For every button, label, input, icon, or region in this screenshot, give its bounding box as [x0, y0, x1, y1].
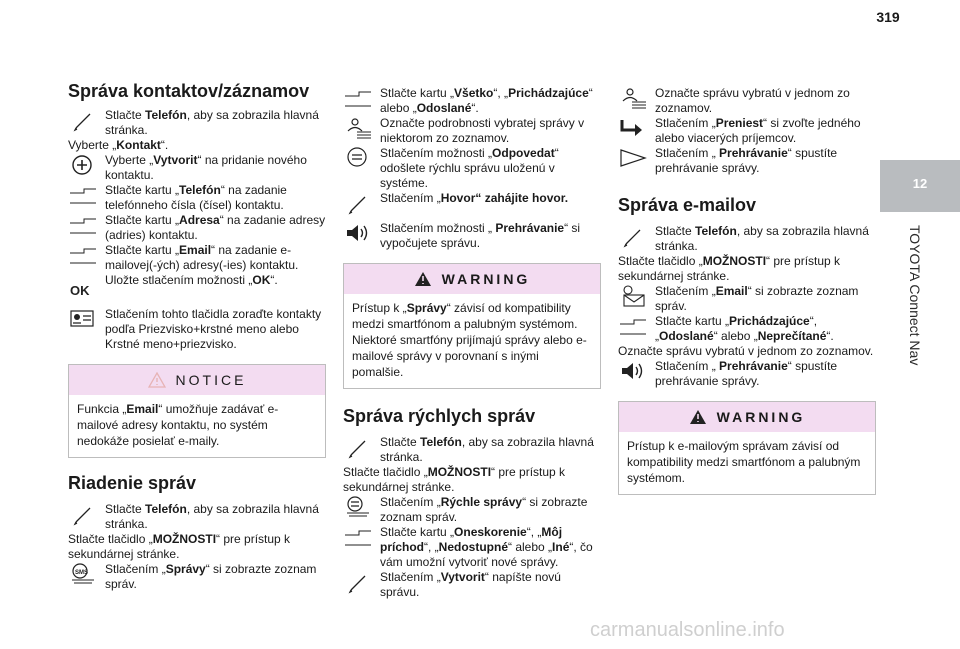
- instruction: Stlačte kartu „Adresa“ na zadanie adresy (adries) kontaktu.: [68, 213, 326, 243]
- instruction: Stlačte kartu „Email“ na zadanie e-mailovej(-ých) adresy(-ies) kontaktu.: [68, 243, 326, 273]
- email-icon: [618, 284, 648, 308]
- instruction: Stlačením „Vytvorit“ napíšte novú správu.: [343, 570, 601, 600]
- pencil-icon: [343, 570, 373, 594]
- instruction: Stlačte Telefón, aby sa zobrazila hlavná stránka.: [343, 435, 601, 465]
- section-title-quick-messages: Správa rýchlych správ: [343, 406, 536, 426]
- warning-box: [343, 263, 601, 389]
- column-1: [68, 80, 326, 592]
- watermark: carmanualsonline.info: [590, 619, 785, 641]
- column-2: [343, 86, 601, 600]
- quick-message-icon: [343, 495, 373, 519]
- contact-sort-icon: [68, 307, 98, 331]
- instruction: Stlačením „Rýchle správy“ si zobrazte zoznam správ.: [343, 495, 601, 525]
- warning-text: Prístup k „Správy“ závisí od kompatibility medzi smartfónom a palubným systémom. Niektoré smartfóny prijímajú správy alebo e-mailové správy v porovnaní s inými pomalšie.: [352, 301, 587, 379]
- instruction: Stlačením možnosti „ Prehrávanie“ si vypočujete správu.: [343, 221, 601, 251]
- tab-icon: [68, 213, 98, 237]
- instruction: Stlačte kartu „Prichádzajúce“, „Odoslané“ alebo „Neprečítané“.: [618, 314, 876, 344]
- tab-icon: [343, 86, 373, 110]
- pencil-icon: [68, 502, 98, 526]
- instruction: Stlačte kartu „Telefón“ na zadanie telefónneho čísla (čísel) kontaktu.: [68, 183, 326, 213]
- instruction: Vyberte „Vytvorit“ na pridanie nového kontaktu.: [68, 153, 326, 183]
- notice-header: NOTICE: [69, 365, 325, 395]
- warning-triangle-icon: [148, 372, 166, 388]
- instruction: Stlačte kartu „Všetko“, „Prichádzajúce“ alebo „Odoslané“.: [343, 86, 601, 116]
- page-number: 319: [876, 9, 900, 25]
- instruction: Označte podrobnosti vybratej správy v niektorom zo zoznamov.: [343, 116, 601, 146]
- warning-triangle-icon: [414, 271, 432, 287]
- instruction: Stlačte tlačidlo „MOŽNOSTI“ pre prístup k sekundárnej stránke.: [618, 254, 841, 283]
- notice-box: [68, 364, 326, 458]
- instruction: Stlačením „Hovor“ zahájite hovor.: [343, 191, 601, 221]
- side-title: TOYOTA Connect Nav: [907, 225, 923, 366]
- section-title-emails: Správa e-mailov: [618, 195, 757, 215]
- section-title-messages: Riadenie správ: [68, 473, 197, 493]
- notice-text: Funkcia „Email“ umožňuje zadávať e-mailové adresy kontaktu, no systém nedokáže posielať e-maily.: [77, 402, 279, 448]
- details-icon: [618, 86, 648, 110]
- play-icon: [618, 146, 648, 170]
- sms-icon: [68, 562, 98, 586]
- chapter-tab: [880, 160, 960, 212]
- column-3: [618, 86, 876, 495]
- instruction: Stlačením „Email“ si zobrazte zoznam správ.: [618, 284, 876, 314]
- reply-icon: [343, 146, 373, 170]
- ok-icon: [68, 279, 98, 303]
- instruction: Stlačením „Preniest“ si zvoľte jedného alebo viacerých príjemcov.: [618, 116, 876, 146]
- warning-text: Prístup k e-mailovým správam závisí od kompatibility medzi smartfónom a palubným systémom.: [627, 439, 861, 485]
- warning-header: WARNING: [344, 264, 600, 294]
- instruction: Stlačením „ Prehrávanie“ spustíte prehrávanie správy.: [618, 146, 876, 176]
- speaker-icon: [618, 359, 648, 383]
- instruction: Vyberte „Kontakt“.: [68, 138, 169, 152]
- instruction: Stlačte kartu „Oneskorenie“, „Môj príchod“, „Nedostupné“ alebo „Iné“, čo vám umožní vytvoriť nové správy.: [343, 525, 601, 570]
- section-title-contacts: Správa kontaktov/záznamov: [68, 81, 310, 101]
- instruction: Označte správu vybratú v jednom zo zoznamov.: [618, 86, 876, 116]
- instruction: Stlačením tohto tlačidla zoraďte kontakty podľa Priezvisko+krstné meno alebo Krstné meno+priezvisko.: [68, 307, 326, 352]
- pencil-icon: [618, 224, 648, 248]
- details-icon: [343, 116, 373, 140]
- instruction: Stlačte tlačidlo „MOŽNOSTI“ pre prístup k sekundárnej stránke.: [343, 465, 566, 494]
- chapter-number: 12: [912, 176, 928, 191]
- speaker-icon: [343, 221, 373, 245]
- svg-text:SMS: SMS: [75, 570, 89, 576]
- tab-icon: [68, 243, 98, 267]
- instruction: Stlačte tlačidlo „MOŽNOSTI“ pre prístup k sekundárnej stránke.: [68, 532, 291, 561]
- instruction: Označte správu vybratú v jednom zo zoznamov.: [618, 344, 874, 358]
- instruction: Stlačením možnosti „Odpovedat“ odošlete rýchlu správu uloženú v systéme.: [343, 146, 601, 191]
- instruction: Stlačením „ Prehrávanie“ spustíte prehrávanie správy.: [618, 359, 876, 389]
- add-icon: [68, 153, 98, 177]
- tab-icon: [68, 183, 98, 207]
- warning-triangle-icon: [689, 409, 707, 425]
- instruction: Stlačte Telefón, aby sa zobrazila hlavná stránka.: [68, 502, 326, 532]
- forward-icon: [618, 116, 648, 140]
- instruction: Stlačte Telefón, aby sa zobrazila hlavná stránka.: [618, 224, 876, 254]
- instruction: Stlačte Telefón, aby sa zobrazila hlavná stránka.: [68, 108, 326, 138]
- instruction: SMS Stlačením „Správy“ si zobrazte zoznam správ.: [68, 562, 326, 592]
- tab-icon: [618, 314, 648, 338]
- warning-box: [618, 401, 876, 495]
- pencil-icon: [343, 191, 373, 215]
- pencil-icon: [68, 108, 98, 132]
- tab-icon: [343, 525, 373, 549]
- pencil-icon: [343, 435, 373, 459]
- warning-header: WARNING: [619, 402, 875, 432]
- instruction: OK Uložte stlačením možnosti „OK“.: [68, 273, 326, 303]
- svg-text:OK: OK: [70, 283, 90, 298]
